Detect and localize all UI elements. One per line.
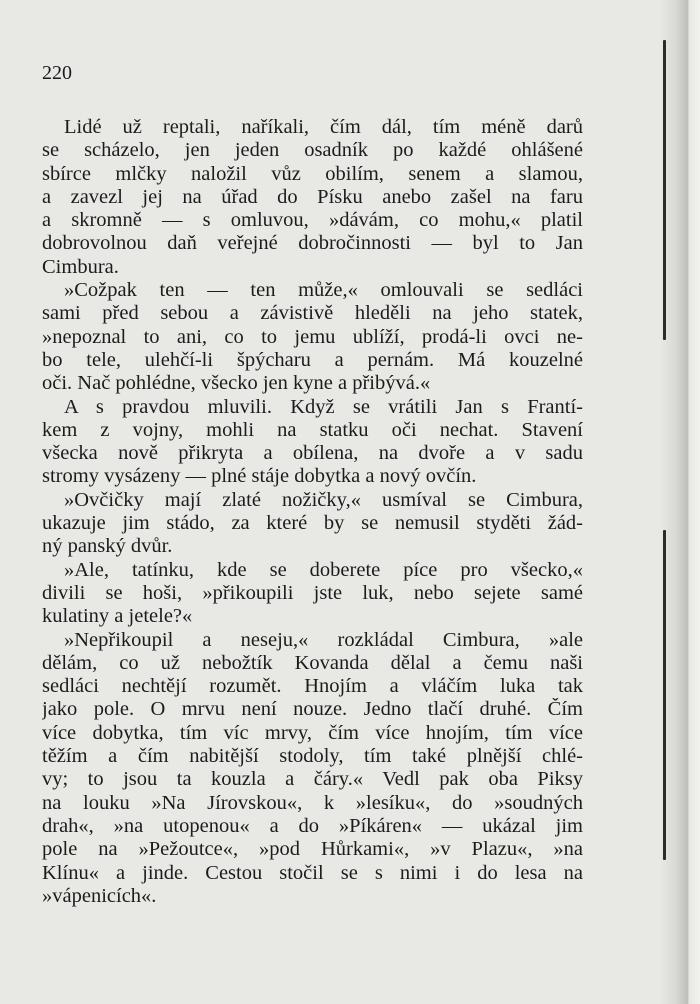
text-line: jako pole. O mrvu není nouze. Jedno tlačí druhé. Čím xyxy=(42,698,583,721)
page-number: 220 xyxy=(42,62,72,84)
text-line: a zavezl jej na úřad do Písku anebo zašel na faru xyxy=(42,185,583,208)
text-line: ukazuje jim stádo, za které by se nemusil styděti žád- xyxy=(42,512,583,535)
binding-thread xyxy=(663,40,666,340)
text-line: vy; to jsou ta kouzla a čáry.« Vedl pak oba Piksy xyxy=(42,768,583,791)
text-line: »vápenicích«. xyxy=(42,884,157,907)
text-line: Lidé už reptali, naříkali, čím dál, tím méně darů xyxy=(64,116,583,138)
text-line: a skromně — s omluvou, »dávám, co mohu,« platil xyxy=(42,209,583,232)
text-line: Cimbura. xyxy=(42,255,119,278)
text-line: na louku »Na Jírovskou«, k »lesíku«, do »soudných xyxy=(42,791,583,814)
paragraph xyxy=(42,559,583,629)
text-line: se scházelo, jen jeden osadník po každé ohlášené xyxy=(42,139,583,162)
text-line: »Cožpak ten — ten může,« omlouvali se sedláci xyxy=(64,279,583,302)
text-line: všecka nově přikryta a obílena, na dvoře a v sadu xyxy=(42,442,583,465)
text-line: kem z vojny, mohli na statku oči nechat. Stavení xyxy=(42,418,583,441)
text-line: drah«, »na utopenou« a do »Píkáren« — ukázal jim xyxy=(42,814,583,837)
book-gutter xyxy=(660,0,700,1004)
text-line: těžím a čím nabitější stodoly, tím také plnější chlé- xyxy=(42,745,583,768)
text-line: sami před sebou a závistivě hleděli na jeho statek, xyxy=(42,302,583,325)
text-line: oči. Nač pohlédne, všecko jen kyne a přibývá.« xyxy=(42,372,431,395)
text-line: sedláci nechtějí rozumět. Hnojím a vláčím luka tak xyxy=(42,675,583,698)
text-line: »Ale, tatínku, kde se doberete píce pro všecko,« xyxy=(64,558,583,581)
paragraph xyxy=(42,116,583,279)
text-line: více dobytka, tím víc mrvy, čím více hnojím, tím více xyxy=(42,721,583,744)
paragraph xyxy=(42,396,583,489)
paragraph xyxy=(42,489,583,559)
text-line: dobrovolnou daň veřejné dobročinnosti — byl to Jan xyxy=(42,232,583,255)
paragraph xyxy=(42,629,583,909)
text-line: A s pravdou mluvili. Když se vrátili Jan s Frantí- xyxy=(64,395,583,418)
binding-thread xyxy=(663,530,666,860)
paragraph xyxy=(42,279,583,395)
text-line: kulatiny a jetele?« xyxy=(42,605,193,628)
text-line: dělám, co už nebožtík Kovanda dělal a čemu naši xyxy=(42,651,583,674)
text-line: divili se hoši, »přikoupili jste luk, nebo sejete samé xyxy=(42,581,583,604)
text-line: Klínu« a jinde. Cestou stočil se s nimi i do lesa na xyxy=(42,861,583,884)
text-line: »Ovčičky mají zlaté nožičky,« usmíval se Cimbura, xyxy=(64,488,583,511)
text-line: ný panský dvůr. xyxy=(42,535,173,558)
text-line: »Nepřikoupil a neseju,« rozkládal Cimbura, »ale xyxy=(64,628,583,651)
text-line: bo tele, ulehčí-li špýcharu a pernám. Má kouzelné xyxy=(42,348,583,371)
text-line: sbírce mlčky naložil vůz obilím, senem a slamou, xyxy=(42,162,583,185)
text-line: pole na »Pežoutce«, »pod Hůrkami«, »v Plazu«, »na xyxy=(42,838,583,861)
text-line: »nepoznal to ani, co to jemu ublíží, prodá-li ovci ne- xyxy=(42,325,583,348)
body-text xyxy=(42,116,583,908)
text-line: stromy vysázeny — plné stáje dobytka a nový ovčín. xyxy=(42,465,477,488)
